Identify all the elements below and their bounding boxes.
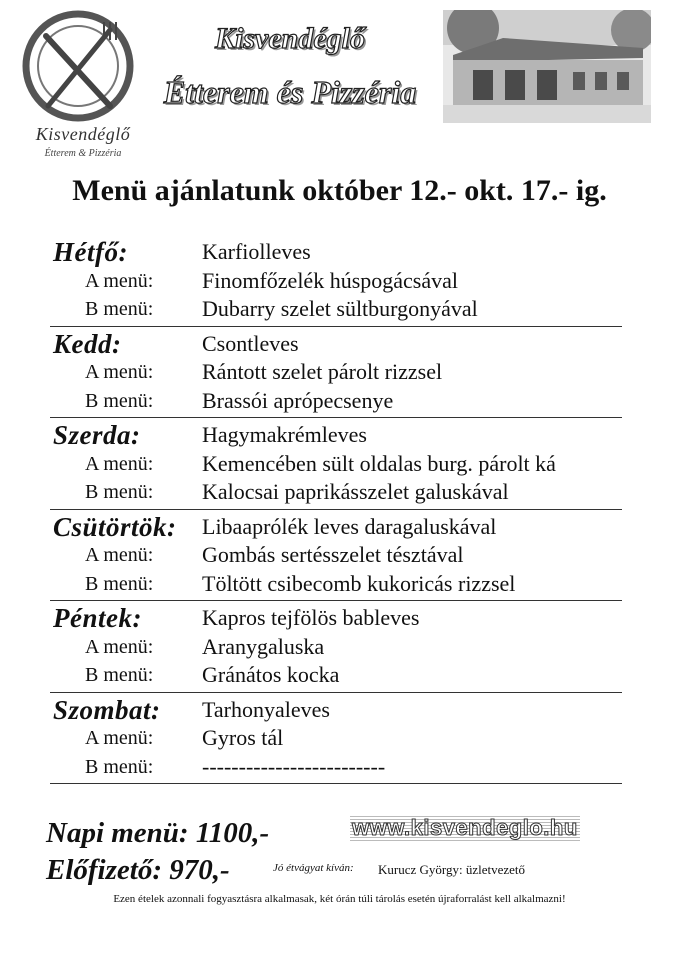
brand-name: Kisvendéglő <box>215 22 365 55</box>
soup: Hagymakrémleves <box>202 422 367 447</box>
daily-menu-price: Napi menü: 1100,- <box>46 817 270 849</box>
website-link[interactable]: www.kisvendeglo.hu <box>352 815 578 840</box>
subscriber-price: Előfizető: 970,- <box>46 854 230 886</box>
day-name: Szerda: <box>53 420 141 450</box>
menu-title: Menü ajánlatunk október 12.- okt. 17.- ig. <box>72 174 607 207</box>
menu-a-label: A menü: <box>85 635 154 658</box>
weekly-menu <box>50 238 622 787</box>
day-monday <box>50 238 622 327</box>
menu-a-dish: Gyros tál <box>202 725 284 750</box>
menu-a-label: A menü: <box>85 452 154 475</box>
soup: Tarhonyaleves <box>202 696 330 722</box>
day-name: Péntek: <box>53 603 142 633</box>
day-name: Kedd: <box>53 328 122 359</box>
menu-b-label: B menü: <box>85 298 154 320</box>
storage-note: Ezen ételek azonnali fogyasztásra alkalmasak, két órán túli tárolás esetén újraforralást kell alkalmazni! <box>113 893 566 905</box>
day-name: Szombat: <box>53 694 161 725</box>
menu-a-label: A menü: <box>85 544 154 566</box>
signoff-manager: Kurucz György: üzletvezető <box>378 862 526 877</box>
menu-b-label: B menü: <box>85 572 154 595</box>
plate-cutlery-icon <box>18 8 148 123</box>
menu-a-label: A menü: <box>85 269 154 292</box>
menu-b-dish: Brassói aprópecsenye <box>202 387 394 413</box>
day-friday <box>50 604 622 693</box>
signoff-wish: Jó étvágyat kíván: <box>273 862 354 874</box>
menu-b-label: B menü: <box>85 481 154 503</box>
soup: Libaaprólék leves daragaluskával <box>202 513 497 539</box>
menu-b-dish: Töltött csibecomb kukoricás rizzsel <box>202 570 516 596</box>
menu-b-dish: Gránátos kocka <box>202 662 340 687</box>
soup: Csontleves <box>202 330 299 356</box>
soup: Karfiolleves <box>202 239 311 264</box>
logo-name: Kisvendéglő <box>35 124 131 144</box>
menu-b-dish: Dubarry szelet sültburgonyával <box>202 296 478 321</box>
menu-a-label: A menü: <box>85 361 154 383</box>
menu-a-dish: Rántott szelet párolt rizzsel <box>202 359 443 384</box>
soup: Kapros tejfölös bableves <box>202 605 420 630</box>
menu-b-dish: ------------------------- <box>202 753 386 779</box>
menu-b-label: B menü: <box>85 664 154 686</box>
restaurant-photo <box>443 10 651 123</box>
menu-b-label: B menü: <box>85 389 154 412</box>
day-tuesday <box>50 330 622 419</box>
menu-b-label: B menü: <box>85 755 154 778</box>
menu-a-dish: Finomfőzelék húspogácsával <box>202 267 458 293</box>
day-name: Hétfő: <box>53 237 128 267</box>
menu-a-label: A menü: <box>85 727 154 749</box>
day-saturday <box>50 696 622 785</box>
menu-a-dish: Aranygaluska <box>202 633 325 659</box>
menu-b-dish: Kalocsai paprikásszelet galuskával <box>202 479 509 504</box>
restaurant-logo <box>18 8 148 168</box>
day-wednesday <box>50 421 622 510</box>
menu-a-dish: Gombás sertésszelet tésztával <box>202 542 464 567</box>
menu-a-dish: Kemencében sült oldalas burg. párolt ká <box>202 450 556 476</box>
logo-subtitle: Étterem & Pizzéria <box>44 148 122 159</box>
day-name: Csütörtök: <box>53 511 177 542</box>
brand-subtitle: Étterem és Pizzéria <box>163 74 417 110</box>
day-thursday <box>50 513 622 602</box>
